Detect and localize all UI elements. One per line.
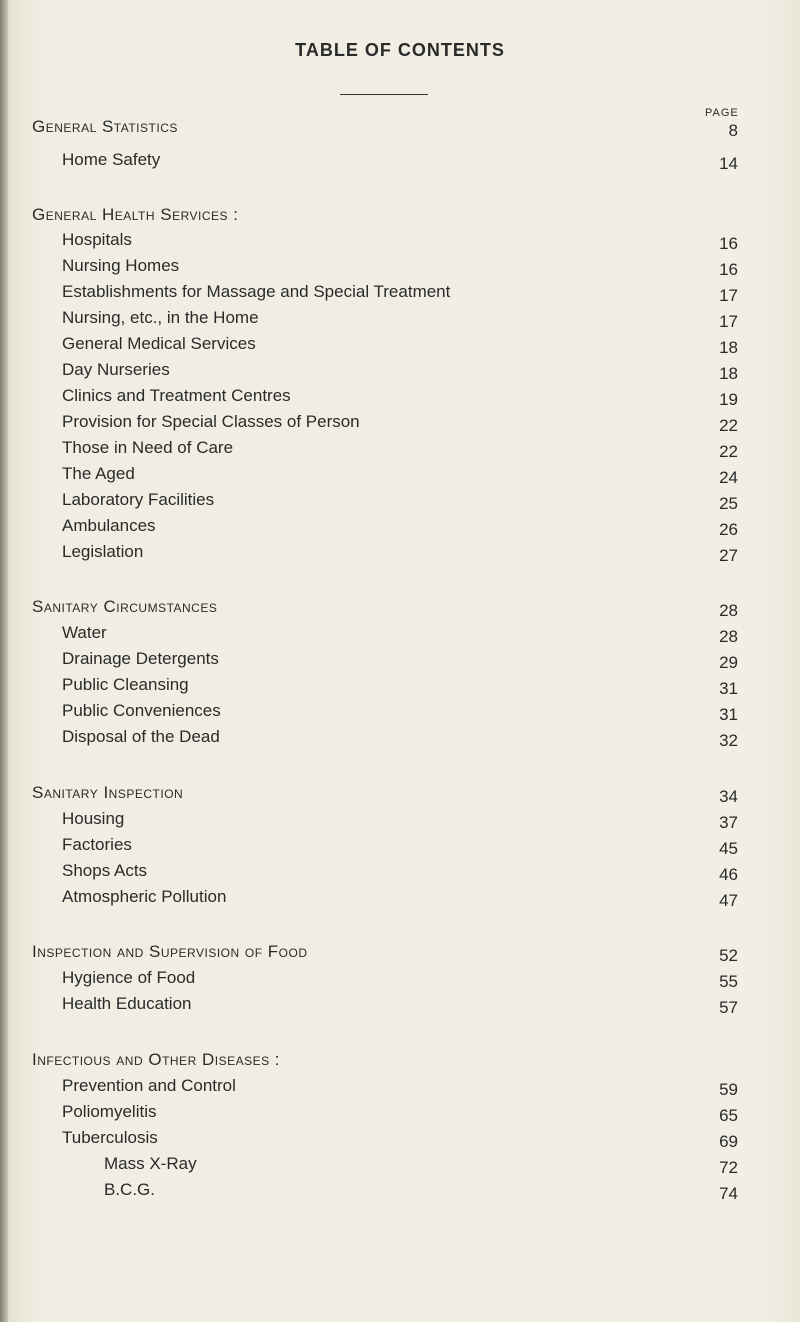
toc-page-number: 47 (719, 891, 738, 910)
toc-section-label: General Statistics (32, 117, 178, 136)
toc-entry (0, 727, 800, 753)
toc-entry (0, 490, 800, 516)
toc-page-number: 8 (728, 121, 738, 140)
toc-entry (0, 809, 800, 835)
toc-page-number: 25 (719, 494, 738, 513)
toc-section-label: Inspection and Supervision of Food (32, 942, 308, 961)
toc-entry (0, 1128, 800, 1154)
toc-entry-label: B.C.G. (104, 1180, 156, 1199)
toc-page-number: 26 (719, 520, 738, 539)
toc-entry (0, 994, 800, 1020)
toc-page-number: 18 (719, 364, 738, 383)
toc-page-number: 57 (719, 998, 738, 1017)
toc-entry-label: Provision for Special Classes of Person (62, 412, 360, 431)
toc-entry (0, 942, 800, 968)
toc-entry-label: Housing (62, 809, 125, 828)
toc-page-number: 19 (719, 390, 738, 409)
toc-entry (0, 412, 800, 438)
toc-page-number: 22 (719, 416, 738, 435)
toc-entry (0, 117, 800, 143)
toc-entry (0, 597, 800, 623)
toc-page-number: 28 (719, 627, 738, 646)
toc-entry-label: Nursing, etc., in the Home (62, 308, 259, 327)
toc-entry-label: Hospitals (62, 230, 132, 249)
toc-entry (0, 282, 800, 308)
toc-entry-label: Health Education (62, 994, 192, 1013)
toc-entry-label: Tuberculosis (62, 1128, 158, 1147)
toc-entry (0, 438, 800, 464)
toc-section-label: Infectious and Other Diseases : (32, 1050, 281, 1069)
toc-entry (0, 649, 800, 675)
toc-page-number: 72 (719, 1158, 738, 1177)
toc-page-number: 74 (719, 1184, 738, 1203)
toc-entry (0, 256, 800, 282)
toc-entry-label: Shops Acts (62, 861, 148, 880)
toc-entry-label: The Aged (62, 464, 135, 483)
toc-title: TABLE OF CONTENTS (295, 40, 505, 60)
toc-entry (0, 861, 800, 887)
toc-page-number: 69 (719, 1132, 738, 1151)
toc-page-number: 37 (719, 813, 738, 832)
toc-entry-label: General Medical Services (62, 334, 256, 353)
toc-entry (0, 835, 800, 861)
toc-entry (0, 675, 800, 701)
toc-entry-label: Clinics and Treatment Centres (62, 386, 291, 405)
toc-entry-label: Drainage Detergents (62, 649, 219, 668)
toc-entry-label: Those in Need of Care (62, 438, 234, 457)
toc-entry (0, 386, 800, 412)
toc-page-number: 34 (719, 787, 738, 806)
toc-entry (0, 1050, 800, 1076)
toc-page-number: 18 (719, 338, 738, 357)
toc-entry-label: Legislation (62, 542, 144, 561)
toc-page-number: 65 (719, 1106, 738, 1125)
toc-page-number: 52 (719, 946, 738, 965)
toc-entry-label: Water (62, 623, 107, 642)
toc-page-number: 24 (719, 468, 738, 487)
toc-page-number: 17 (719, 312, 738, 331)
toc-entry-label: Prevention and Control (62, 1076, 236, 1095)
toc-page-number: 31 (719, 679, 738, 698)
toc-entry-label: Establishments for Massage and Special Treatment (62, 282, 451, 301)
toc-page-number: 27 (719, 546, 738, 565)
toc-entry (0, 968, 800, 994)
toc-entry (0, 516, 800, 542)
toc-entry-label: Day Nurseries (62, 360, 170, 379)
toc-entry-label: Laboratory Facilities (62, 490, 215, 509)
toc-entry (0, 1154, 800, 1180)
toc-page-number: 55 (719, 972, 738, 991)
toc-page-number: 17 (719, 286, 738, 305)
toc-page-number: 45 (719, 839, 738, 858)
toc-entry (0, 1180, 800, 1206)
toc-page-number: 16 (719, 260, 738, 279)
toc-entry-label: Ambulances (62, 516, 156, 535)
toc-entry-label: Public Conveniences (62, 701, 221, 720)
toc-entry-label: Poliomyelitis (62, 1102, 157, 1121)
toc-entry (0, 308, 800, 334)
toc-section-label: General Health Services : (32, 205, 239, 224)
page-column-header: PAGE (705, 107, 739, 119)
toc-page-number: 22 (719, 442, 738, 461)
toc-entry-label: Mass X-Ray (104, 1154, 197, 1173)
toc-entry (0, 623, 800, 649)
toc-entry (0, 1076, 800, 1102)
toc-entry-label: Hygience of Food (62, 968, 196, 987)
toc-entry (0, 150, 800, 176)
toc-entry (0, 205, 800, 231)
toc-entry (0, 542, 800, 568)
toc-entry (0, 1102, 800, 1128)
toc-entry (0, 230, 800, 256)
toc-entry (0, 464, 800, 490)
toc-section-label: Sanitary Circumstances (32, 597, 218, 616)
toc-entry (0, 360, 800, 386)
toc-page-number: 29 (719, 653, 738, 672)
toc-entry-label: Home Safety (62, 150, 161, 169)
toc-page-number: 16 (719, 234, 738, 253)
toc-page-number: 14 (719, 154, 738, 173)
title-rule (340, 94, 428, 95)
toc-page-number: 31 (719, 705, 738, 724)
toc-page-number: 28 (719, 601, 738, 620)
toc-page-number: 32 (719, 731, 738, 750)
toc-entry-label: Factories (62, 835, 132, 854)
toc-entry-label: Nursing Homes (62, 256, 180, 275)
toc-entry-label: Disposal of the Dead (62, 727, 220, 746)
toc-entry (0, 334, 800, 360)
toc-page-number: 46 (719, 865, 738, 884)
toc-section-label: Sanitary Inspection (32, 783, 184, 802)
toc-entry (0, 887, 800, 913)
toc-page-number: 59 (719, 1080, 738, 1099)
toc-entry (0, 701, 800, 727)
toc-entry-label: Public Cleansing (62, 675, 189, 694)
toc-entry (0, 783, 800, 809)
toc-entry-label: Atmospheric Pollution (62, 887, 227, 906)
